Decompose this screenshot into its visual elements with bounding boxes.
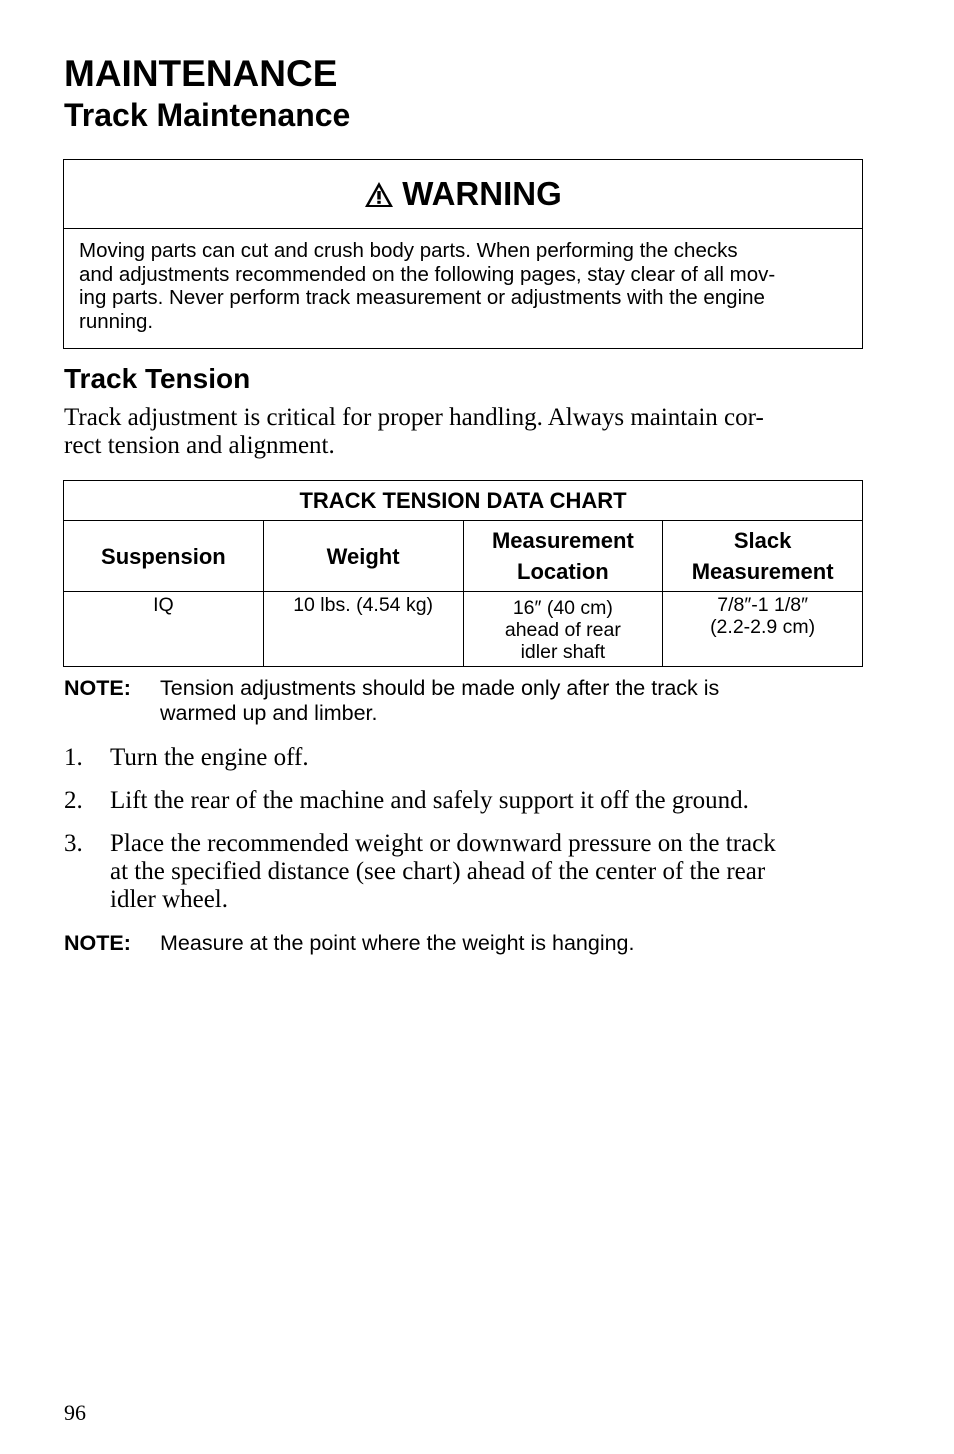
step-text <box>110 787 864 815</box>
table-row <box>64 592 863 667</box>
warning-text <box>64 229 862 333</box>
cell-measurement-location <box>463 592 663 667</box>
warning-line: Moving parts can cut and crush body parts. When performing the checks <box>79 239 738 262</box>
cell-slack-measurement <box>663 592 863 667</box>
note-label: NOTE: <box>64 931 131 955</box>
track-tension-intro <box>64 404 864 460</box>
warning-line: running. <box>79 309 154 333</box>
warning-box <box>63 159 863 349</box>
warning-title: WARNING <box>402 175 562 212</box>
note-line: warmed up and limber. <box>160 701 378 725</box>
header-measurement-location <box>463 521 663 592</box>
header-line: Location <box>517 559 609 584</box>
cell-line: (2.2-2.9 cm) <box>710 616 816 638</box>
section-title: MAINTENANCE <box>64 53 338 94</box>
header-weight: Weight <box>263 521 463 592</box>
list-item <box>64 787 864 815</box>
subsection-title: Track Maintenance <box>64 97 351 133</box>
chart-caption: TRACK TENSION DATA CHART <box>64 481 863 521</box>
note-line: Tension adjustments should be made only after the track is <box>160 676 720 700</box>
page-number: 96 <box>64 1400 86 1425</box>
step-line: idler wheel. <box>110 886 229 913</box>
header-line: Measurement <box>491 528 634 553</box>
list-item <box>64 744 864 772</box>
step-text <box>110 830 864 914</box>
header-slack-measurement <box>663 521 863 592</box>
chart-header-row <box>64 521 863 592</box>
warning-header <box>64 160 862 229</box>
note-measure <box>64 931 864 956</box>
intro-line: rect tension and alignment. <box>64 432 335 459</box>
note-label: NOTE: <box>64 676 131 700</box>
cell-line: 7/8″-1 1/8″ <box>717 594 809 616</box>
warning-line: ing parts. Never perform track measurement or adjustments with the engine <box>79 286 765 309</box>
header-line: Slack <box>733 528 792 553</box>
list-item <box>64 830 864 914</box>
note-text: Measure at the point where the weight is hanging. <box>160 931 635 955</box>
step-number: 1. <box>64 744 83 771</box>
note-text <box>160 676 864 726</box>
header-suspension: Suspension <box>64 521 264 592</box>
cell-weight: 10 lbs. (4.54 kg) <box>263 592 463 667</box>
step-text <box>110 744 864 772</box>
intro-line: Track adjustment is critical for proper handling. Always maintain cor- <box>64 404 764 431</box>
cell-line: idler shaft <box>520 641 606 663</box>
step-line: Lift the rear of the machine and safely support it off the ground. <box>110 787 749 814</box>
warning-triangle-icon <box>364 181 394 208</box>
step-line: Turn the engine off. <box>110 744 309 771</box>
note-tension <box>64 676 864 726</box>
track-tension-heading: Track Tension <box>64 363 251 394</box>
procedure-steps <box>64 744 864 929</box>
cell-line: ahead of rear <box>504 619 621 641</box>
header-line: Measurement <box>691 559 834 584</box>
step-number: 3. <box>64 830 83 857</box>
step-line: Place the recommended weight or downward pressure on the track <box>110 830 776 857</box>
step-number: 2. <box>64 787 83 814</box>
step-line: at the specified distance (see chart) ahead of the center of the rear <box>110 858 766 885</box>
warning-line: and adjustments recommended on the following pages, stay clear of all mov- <box>79 262 776 286</box>
cell-line: 16″ (40 cm) <box>512 597 613 619</box>
track-tension-data-chart <box>63 480 863 667</box>
cell-suspension: IQ <box>64 592 264 667</box>
